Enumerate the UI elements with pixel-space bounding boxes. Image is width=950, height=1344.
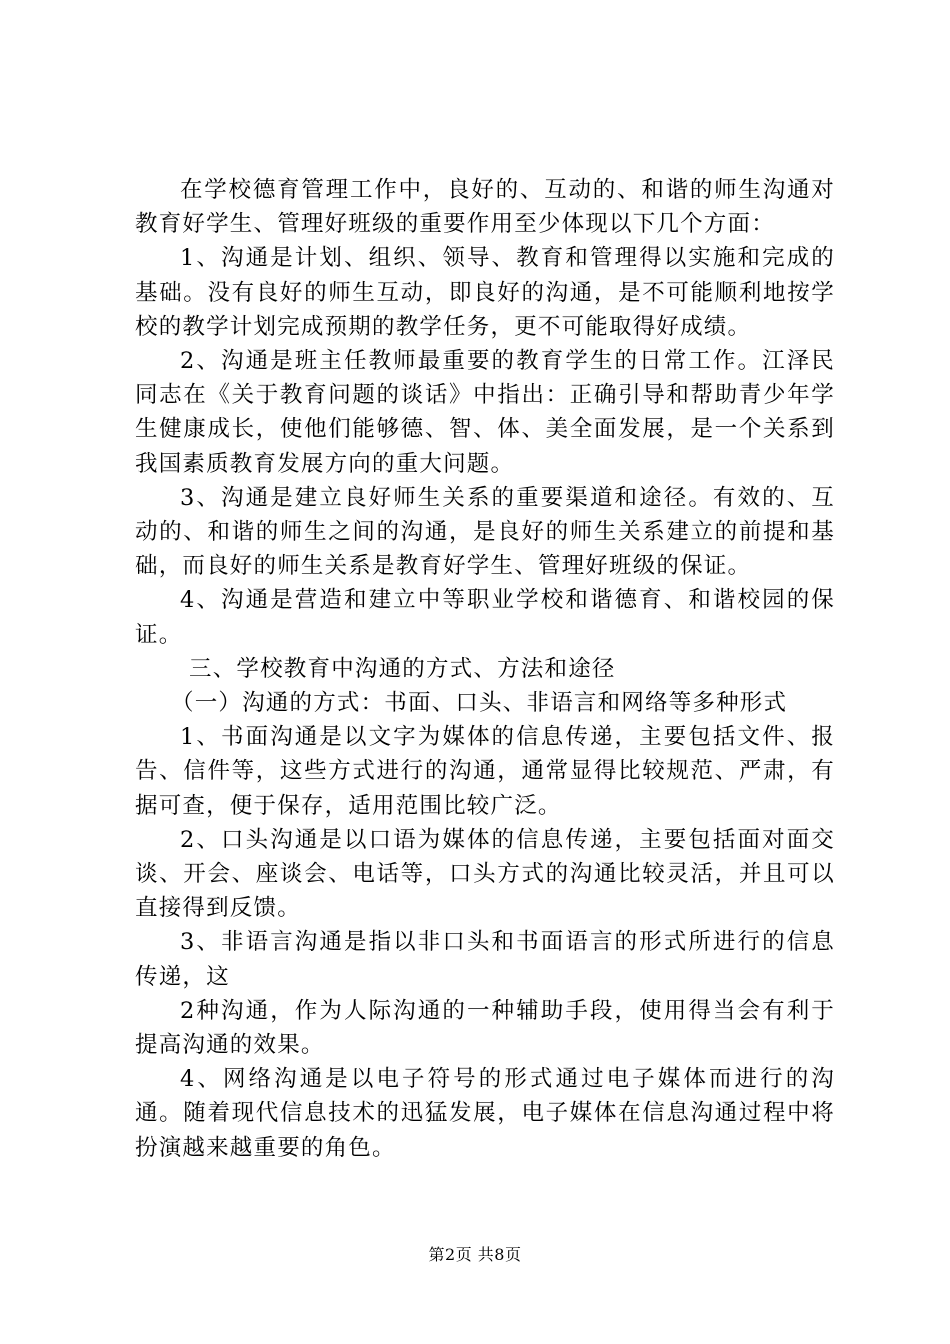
paragraph-oral-communication: 2、口头沟通是以口语为媒体的信息传递，主要包括面对面交谈、开会、座谈会、电话等，口头方式的沟通比较灵活，并且可以直接得到反馈。 [135,826,835,922]
subsection-heading: （一）沟通的方式：书面、口头、非语言和网络等多种形式 [171,690,788,717]
paragraph-point-2: 2、沟通是班主任教师最重要的教育学生的日常工作。江泽民同志在《关于教育问题的谈话》中指出：正确引导和帮助青少年学生健康成长，使他们能够德、智、体、美全面发展，是一个关系到我国素质教育发展方向的重大问题。 [135,348,835,477]
paragraph-written-communication: 1、书面沟通是以文字为媒体的信息传递，主要包括文件、报告、信件等，这些方式进行的沟通，通常显得比较规范、严肃，有据可查，便于保存，适用范围比较广泛。 [135,724,835,819]
document-body [135,173,835,1165]
paragraph-network-communication: 4、网络沟通是以电子符号的形式通过电子媒体而进行的沟通。随着现代信息技术的迅猛发展，电子媒体在信息沟通过程中将扮演越来越重要的角色。 [135,1066,835,1161]
paragraph-point-1: 1、沟通是计划、组织、领导、教育和管理得以实施和完成的基础。没有良好的师生互动，即良好的沟通，是不可能顺利地按学校的教学计划完成预期的教学任务，更不可能取得好成绩。 [135,245,835,340]
paragraph-intro: 在学校德育管理工作中，良好的、互动的、和谐的师生沟通对教育好学生、管理好班级的重要作用至少体现以下几个方面： [135,177,835,238]
paragraph-nonverbal-communication: 3、非语言沟通是指以非口头和书面语言的形式所进行的信息传递，这 [135,929,835,990]
page-number: 第2页 共8页 [428,1245,522,1264]
section-heading: 三、学校教育中沟通的方式、方法和途径 [189,655,616,682]
paragraph-point-3: 3、沟通是建立良好师生关系的重要渠道和途径。有效的、互动的、和谐的师生之间的沟通，是良好的师生关系建立的前提和基础，而良好的师生关系是教育好学生、管理好班级的保证。 [135,484,835,580]
paragraph-nonverbal-continued: 2种沟通，作为人际沟通的一种辅助手段，使用得当会有利于提高沟通的效果。 [135,997,835,1059]
paragraph-point-4: 4、沟通是营造和建立中等职业学校和谐德育、和谐校园的保证。 [135,587,835,648]
